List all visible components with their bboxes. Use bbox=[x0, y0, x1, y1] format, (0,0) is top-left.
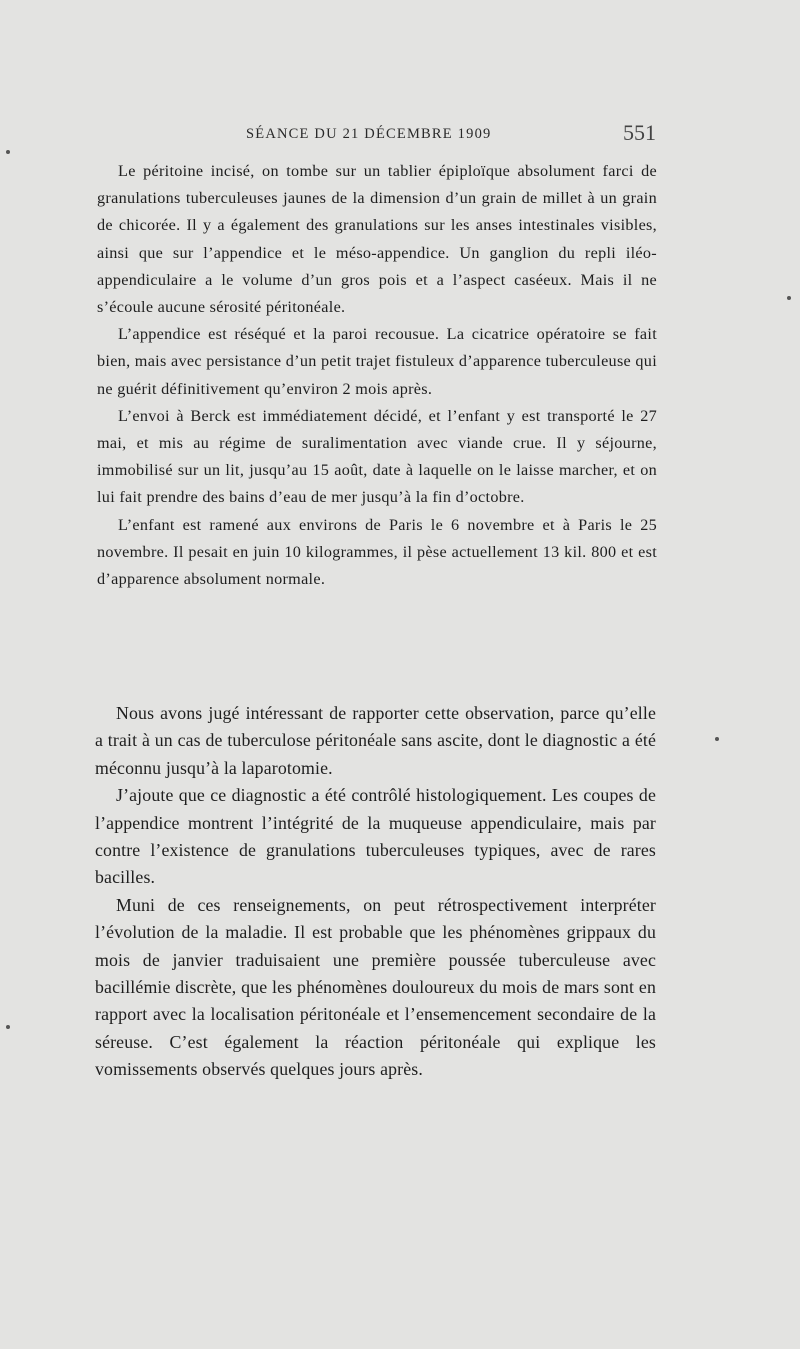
running-head: SÉANCE DU 21 DÉCEMBRE 1909 bbox=[246, 126, 492, 142]
paragraph: J’ajoute que ce diagnostic a été contrôlé histologiquement. Les coupes de l’appendice montrent l’intégrité de la muqueuse appendiculaire, mais par contre l’existence de granulations tuberculeuses typiques, avec de rares bacilles. bbox=[95, 785, 656, 888]
case-report-section bbox=[97, 158, 657, 593]
scan-speck bbox=[787, 296, 791, 300]
paragraph: L’appendice est réséqué et la paroi recousue. La cicatrice opératoire se fait bien, mais avec persistance d’un petit trajet fistuleux d’apparence tuberculeuse qui ne guérit définitivement qu’environ 2 mois après. bbox=[97, 325, 657, 398]
paragraph: L’enfant est ramené aux environs de Paris le 6 novembre et à Paris le 25 novembre. Il pesait en juin 10 kilogrammes, il pèse actuellement 13 kil. 800 et est d’apparence absolument normale. bbox=[97, 515, 657, 589]
page-number: 551 bbox=[623, 120, 656, 145]
scan-speck bbox=[6, 150, 10, 154]
scan-speck bbox=[6, 1025, 10, 1029]
commentary-section bbox=[95, 700, 656, 1084]
paragraph: Muni de ces renseignements, on peut rétrospectivement interpréter l’évolution de la maladie. Il est probable que les phénomènes grippaux du mois de janvier traduisaient une première poussée tuberculeuse avec bacillémie discrète, que les phénomènes douloureux du mois de mars sont en rapport avec la localisation péritonéale et l’ensemencement secondaire de la séreuse. C’est également la réaction péritonéale qui explique les vomissements observés quelques jours après. bbox=[95, 894, 656, 1080]
scan-speck bbox=[715, 737, 719, 741]
paragraph: Nous avons jugé intéressant de rapporter cette observation, parce qu’elle a trait à un cas de tuberculose péritonéale sans ascite, dont le diagnostic a été méconnu jusqu’à la laparotomie. bbox=[95, 703, 656, 778]
paragraph: Le péritoine incisé, on tombe sur un tablier épiploïque absolument farci de granulations tuberculeuses jaunes de la dimension d’un grain de millet à un grain de chicorée. Il y a également des granulations sur les anses intestinales visibles, ainsi que sur l’appendice et le méso-appendice. Un ganglion du repli iléo-appendiculaire a le volume d’un gros pois et a l’aspect caséeux. Mais il ne s’écoule aucune sérosité péritonéale. bbox=[97, 162, 657, 317]
page-header bbox=[96, 122, 656, 148]
paragraph: L’envoi à Berck est immédiatement décidé, et l’enfant y est transporté le 27 mai, et mis au régime de suralimentation avec viande crue. Il y séjourne, immobilisé sur un lit, jusqu’au 15 août, date à laquelle on le laisse marcher, et on lui fait prendre des bains d’eau de mer jusqu’à la fin d’octobre. bbox=[97, 406, 657, 507]
